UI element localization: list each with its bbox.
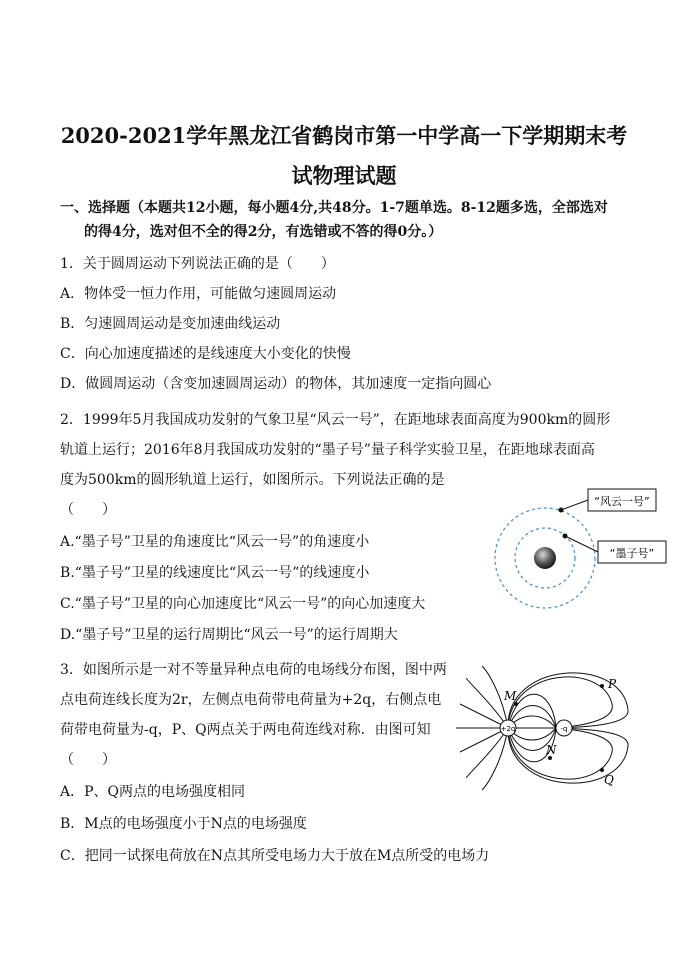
question-2-stem-line-3: 度为500km的圆形轨道上运行，如图所示。下列说法正确的是 [60, 472, 445, 488]
question-3-option-c: C．把同一试探电荷放在N点其所受电场力大于放在M点所受的电场力 [60, 848, 490, 864]
point-m-label: M [504, 689, 517, 703]
fengyun-label: “风云一号” [594, 495, 650, 508]
point-p-dot [600, 684, 604, 688]
mozi-label: “墨子号” [609, 547, 655, 560]
question-3-answer-paren: （ ） [60, 752, 116, 768]
question-1-stem: 1．关于圆周运动下列说法正确的是（ ） [60, 256, 335, 272]
satellite-orbit-figure [490, 482, 678, 612]
question-2-option-d: D.“墨子号”卫星的运行周期比“风云一号”的运行周期大 [60, 627, 398, 643]
question-3-option-b: B．M点的电场强度小于N点的电场强度 [60, 816, 307, 832]
field-line-outer-lower [508, 728, 612, 779]
section-heading-line-1: 一、选择题（本题共12小题，每小题4分,共48分。1-7题单选。8-12题多选，全部选对 [60, 200, 608, 216]
point-q-label: Q [604, 773, 614, 787]
question-3-stem-line-2: 点电荷连线长度为2r，左侧点电荷带电荷量为+2q，右侧点电 [60, 692, 442, 708]
electric-field-figure [452, 664, 652, 792]
field-line-outer-upper [508, 677, 612, 728]
question-2-stem-line-2: 轨道上运行；2016年8月我国成功发射的“墨子号”量子科学实验卫星，在距地球表面高 [60, 442, 595, 458]
page-title-line-1: 2020-2021学年黑龙江省鹤岗市第一中学高一下学期期末考 [60, 123, 628, 148]
question-1-option-c: C．向心加速度描述的是线速度大小变化的快慢 [60, 346, 351, 362]
point-p-label: P [608, 677, 617, 691]
section-heading-line-2: 的得4分，选对但不全的得2分，有选错或不答的得0分。） [84, 224, 443, 240]
question-3-stem-line-1: 3．如图所示是一对不等量异种点电荷的电场线分布图，图中两 [60, 662, 447, 678]
page-title-line-2: 试物理试题 [291, 163, 397, 188]
point-n-label: N [546, 743, 557, 757]
question-2-stem-line-1: 2．1999年5月我国成功发射的气象卫星“风云一号”，在距地球表面高度为900km的圆形 [60, 412, 611, 428]
fengyun-pointer-line [561, 500, 588, 510]
question-2-option-b: B.“墨子号”卫星的线速度比“风云一号”的线速度小 [60, 565, 370, 581]
question-2-option-a: A.“墨子号”卫星的角速度比“风云一号”的角速度小 [60, 534, 370, 550]
question-2-answer-paren: （ ） [60, 502, 116, 518]
earth [534, 547, 556, 569]
field-line-left-7 [482, 728, 508, 790]
point-q-dot [600, 768, 604, 772]
question-1-option-d: D．做圆周运动（含变加速圆周运动）的物体，其加速度一定指向圆心 [60, 376, 492, 392]
question-1-option-a: A．物体受一恒力作用，可能做匀速圆周运动 [60, 286, 337, 302]
question-2-option-c: C.“墨子号”卫星的向心加速度比“风云一号”的向心加速度大 [60, 596, 426, 612]
question-3-option-a: A．P、Q两点的电场强度相同 [60, 784, 246, 800]
mozi-pointer-line [565, 536, 598, 552]
positive-charge-label: +2q [500, 725, 516, 733]
negative-charge-label: -q [560, 725, 568, 733]
question-1-option-b: B．匀速圆周运动是变加速曲线运动 [60, 316, 281, 332]
question-3-stem-line-3: 荷带电荷量为-q，P、Q两点关于两电荷连线对称．由图可知 [60, 722, 431, 738]
